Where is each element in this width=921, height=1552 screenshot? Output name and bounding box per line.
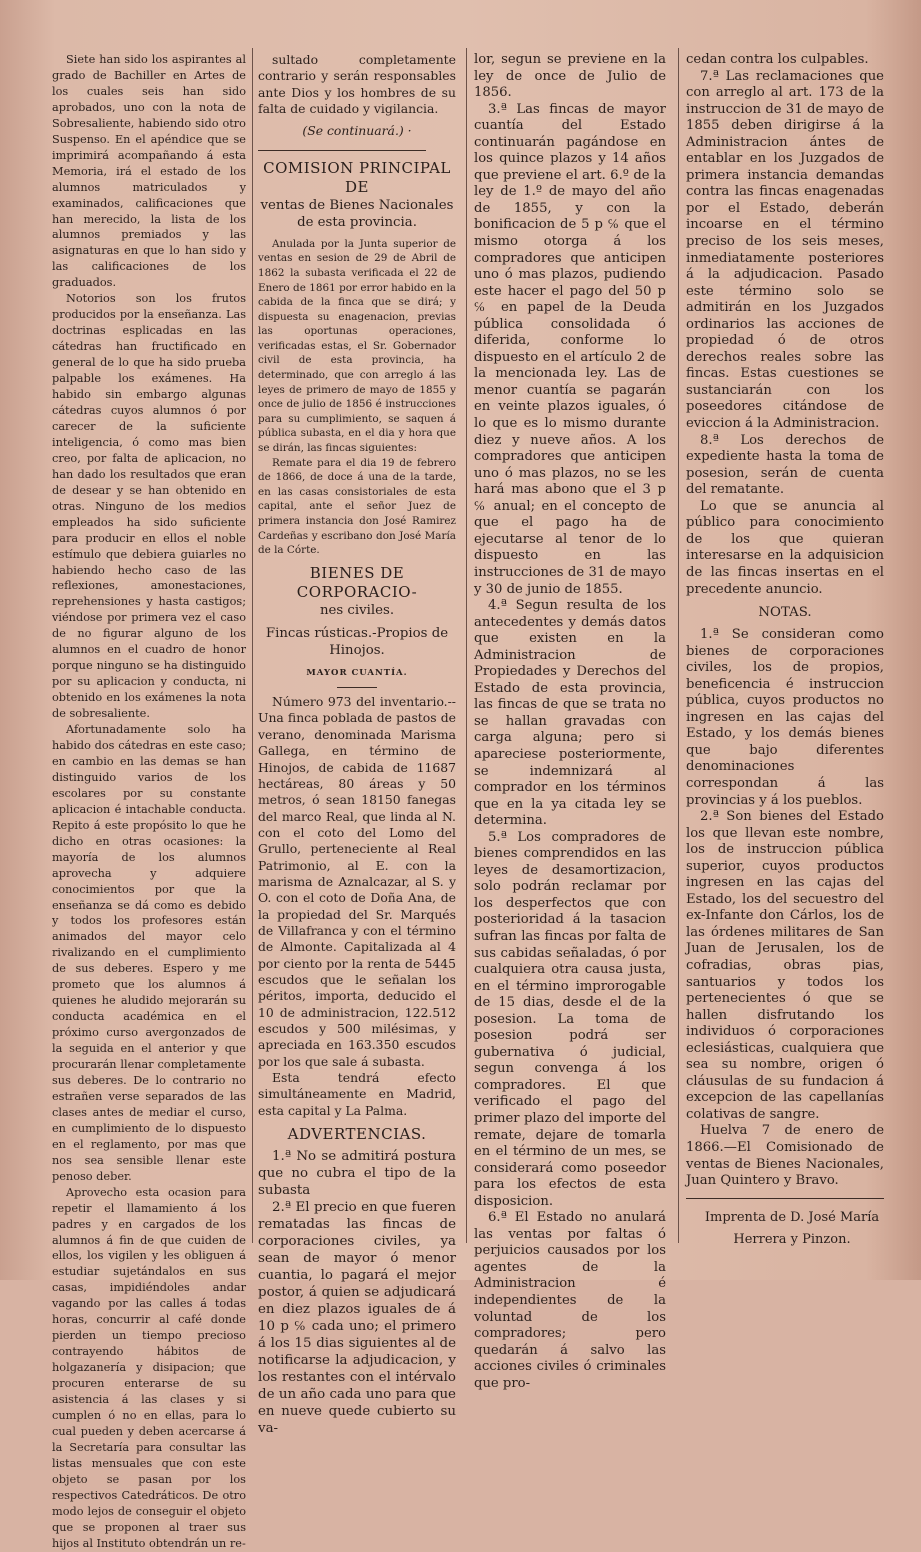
paragraph: 2.ª Son bienes del Estado los que llevan este nombre, los de instruccion pública superior, cuyos productos ingresen en las cajas del Estado, los del secuestro del ex-Infante don Cárlos, los de las órdenes militares de San Juan de Jerusalen, los de cofradias, obras pias, santuarios y todos los pertenecientes ó que se hallen disfrutando los individuos ó corporaciones eclesiásticas, cualquiera que sea su nombre, origen ó cláusulas de su fundacion á excepcion de las capellanías colativas de sangre. (686, 809, 884, 1122)
column-4 (686, 52, 884, 1252)
imprint-line: Herrera y Pinzon. (733, 1231, 851, 1247)
column-divider (252, 48, 253, 1243)
paragraph: Siete han sido los aspirantes al grado de Bachiller en Artes de los cuales seis han sido aprobados, uno con la nota de Sobresaliente, habiendo sido otro Suspenso. En el apéndice que se imprimirá acompañando á esta Memoria, irá el estado de los alumnos matriculados y examinados, calificaciones que han merecido, la lista de los alumnos premiados y las asignaturas en que lo han sido y las calificaciones de los graduados. (52, 53, 246, 290)
column-divider (466, 48, 467, 1243)
paragraph: Afortunadamente solo ha habido dos cátedras en este caso; en cambio en las demas se han distinguido varios de los escolares por su constante aplicacion é intachable conducta. Repito á este propósito lo que he dicho en otras ocasiones: la mayoría de los alumnos aprovecha y adquiere conocimientos por que la enseñanza se dá como es debido y todos los profesores están animados del mayor celo rivalizando en el cumplimiento de sus deberes. Espero y me prometo que los alumnos á quienes he aludido mejorarán su conducta académica en el próximo curso avergonzados de la seguida en el anterior y que procurarán llenar completamente sus deberes. De lo contrario no estrañen verse separados de las clases antes de mediar el curso, en cumplimiento de lo dispuesto en el reglamento, por mas que nos sea sensible llenar este penoso deber. (52, 723, 246, 1183)
paragraph: lor, segun se previene en la ley de once de Julio de 1856. (474, 52, 666, 101)
paragraph: Esta tendrá efecto simultáneamente en Madrid, esta capital y La Palma. (258, 1070, 456, 1118)
section-subheading: ventas de Bienes Nacionales (260, 197, 454, 213)
column-divider (678, 48, 679, 1243)
category-label: MAYOR CUANTÍA. (306, 667, 408, 678)
paragraph: Remate para el dia 19 de febrero de 1866, de doce á una de la tarde, en las casas consistoriales de esta capital, ante el señor Juez de primera instancia don José Ramirez Cardeñas y escribano don José María de la Córte. (258, 456, 456, 557)
paragraph: Lo que se anuncia al público para conocimiento de los que quieran interesarse en la adquisicion de las fincas insertas en el precedente anuncio. (686, 498, 884, 597)
imprint-line: Imprenta de D. José María (704, 1209, 880, 1225)
paragraph: Aprovecho esta ocasion para repetir el llamamiento á los padres y en cargados de los alumnos á fin de que cuiden de ellos, los vigilen y les obliguen á estudiar sujetándalos en sus casas, impidiéndoles andar vagando por las calles á todas horas, concurrir al café donde pierden un tiempo precioso contrayendo hábitos de holgazanería y disipacion; que procuren enterarse de su asistencia á las clases y si cumplen ó no en ellas, para lo cual pueden y deben acercarse á la Secretaría para consultar las listas mensuales que con este objeto se pasan por los respectivos Catedráticos. De otro modo lejos de conseguir el objeto que se proponen al traer sus hijos al Instituto obtendrán un re- (52, 1185, 246, 1550)
section-heading: NOTAS. (758, 605, 812, 621)
paragraph: 1.ª No se admitirá postura que no cubra el tipo de la subasta (258, 1149, 456, 1199)
section-heading: ADVERTENCIAS. (287, 1125, 427, 1144)
paragraph: 2.ª El precio en que fueren rematadas las fincas de corporaciones civiles, ya sean de mayor ó menor cuantia, lo pagará el mejor postor, á quien se adjudicará en diez plazos iguales de á 10 p ℅ cada uno; el primero á los 15 dias siguientes al de notificarse la adjudicacion, y los restantes con el intérvalo de un año cada uno para que en nueve quede cubierto su va- (258, 1200, 456, 1437)
section-rule (686, 1198, 884, 1199)
paragraph: 8.ª Los derechos de expediente hasta la toma de posesion, serán de cuenta del rematante. (686, 432, 884, 498)
paragraph: 1.ª Se consideran como bienes de corporaciones civiles, los de propios, beneficencia é instruccion pública, cuyos productos no ingresen en las cajas del Estado, y los demás bienes que bajo diferentes denominaciones correspondan á las provincias y á los pueblos. (686, 627, 884, 808)
column-3 (474, 52, 666, 1391)
paragraph: sultado completamente contrario y serán responsables ante Dios y los hombres de su falta de cuidado y vigilancia. (258, 52, 456, 117)
paragraph: 3.ª Las fincas de mayor cuantía del Estado continuarán pagándose en los quince plazos y 14 años que previene el art. 6.º de la ley de 1.º de mayo del año de 1855, y con la bonificacion de 5 p ℅ que el mismo otorga á los compradores que anticipen uno ó mas plazos, pudiendo este hacer el pago del 50 p ℅ en papel de la Deuda pública consolidada ó diferida, conforme lo dispuesto en el artículo 2 de la mencionada ley. Las de menor cuantía se pagarán en veinte plazos iguales, ó lo que es lo mismo durante diez y nueve años. A los compradores que anticipen uno ó mas plazos, no se les hará mas abono que el 3 p ℅ anual; en el concepto de que el pago ha de ejecutarse al tenor de lo dispuesto en las instrucciones de 31 de mayo y 30 de junio de 1855. (474, 101, 666, 597)
section-subheading: Fincas rústicas.-Propios de Hinojos. (265, 625, 449, 658)
paragraph: Huelva 7 de enero de 1866.—El Comisionado de ventas de Bienes Nacionales, Juan Quintero y Bravo. (686, 1123, 884, 1189)
section-heading: COMISION PRINCIPAL DE (263, 158, 451, 196)
continuation-note: (Se continuará.) · (302, 123, 412, 139)
paragraph: 7.ª Las reclamaciones que con arreglo al art. 173 de la instruccion de 31 de mayo de 1855 deben dirigirse á la Administracion ántes de entablar en los Juzgados de primera instancia demandas contra las fincas enagenadas por el Estado, deberán incoarse en el término preciso de los seis meses, inmediatamente posteriores á la adjudicacion. Pasado este término solo se admitirán en los Juzgados ordinarios las acciones de propiedad ó de otros derechos reales sobre las fincas. Estas cuestiones se sustanciarán con los poseedores citándose de eviccion á la Administracion. (686, 68, 884, 432)
paragraph: cedan contra los culpables. (686, 52, 869, 67)
paragraph: Número 973 del inventario.--Una finca poblada de pastos de verano, denominada Marisma Gallega, en término de Hinojos, de cabida de 11687 hectáreas, 80 áreas y 50 metros, ó sean 18150 fanegas del marco Real, que linda al N. con el coto del Lomo del Grullo, perteneciente al Real Patrimonio, al E. con la marisma de Aznalcazar, al S. y O. con el coto de Doña Ana, de la propiedad del Sr. Marqués de Villafranca y con el término de Almonte. Capitalizada al 4 por ciento por la renta de 5445 escudos que le señalan los péritos, importa, deducido el 10 de administracion, 122.512 escudos y 500 milésimas, y apreciada en 163.350 escudos por los que sale á subasta. (258, 694, 456, 1069)
paragraph: 4.ª Segun resulta de los antecedentes y demás datos que existen en la Administracion de Propiedades y Derechos del Estado de esta provincia, las fincas de que se trata no se hallan gravadas con carga alguna; pero si apareciese posteriormente, se indemnizará al comprador en los términos que en la ya citada ley se determina. (474, 598, 666, 829)
column-1 (52, 52, 246, 1550)
column-2 (258, 52, 456, 1437)
section-subheading: de esta provincia. (297, 214, 417, 230)
section-subheading: nes civiles. (319, 602, 395, 618)
paragraph: Anulada por la Junta superior de ventas en sesion de 29 de Abril de 1862 la subasta verificada el 22 de Enero de 1861 por error habido en la cabida de la finca que se dirá; y dispuesta su enagenacion, previas las oportunas operaciones, verificadas estas, el Sr. Gobernador civil de esta provincia, ha determinado, que con arreglo á las leyes de primero de mayo de 1855 y once de julio de 1856 é instrucciones para su cumplimiento, se saquen á pública subasta, en el dia y hora que se dirán, las fincas siguientes: (258, 237, 456, 455)
paragraph: 5.ª Los compradores de bienes comprendidos en las leyes de desamortizacion, solo podrán reclamar por los desperfectos que con posterioridad á la tasacion sufran las fincas por falta de sus cabidas señaladas, ó por cualquiera otra causa justa, en el término improrogable de 15 dias, desde el de la posesion. La toma de posesion podrá ser gubernativa ó judicial, segun convenga á los compradores. El que verificado el pago del primer plazo del importe del remate, dejare de tomarla en el término de un mes, se considerará como poseedor para los efectos de esta disposicion. (474, 829, 666, 1209)
short-rule (337, 687, 377, 688)
section-rule (258, 150, 426, 151)
paragraph: 6.ª El Estado no anulará las ventas por faltas ó perjuicios causados por los agentes de la Administracion é independientes de la voluntad de los compradores; pero quedarán á salvo las acciones civiles ó criminales que pro- (474, 1210, 666, 1391)
paragraph: Notorios son los frutos producidos por la enseñanza. Las doctrinas esplicadas en las cátedras han fructificado en general de lo que ha sido prueba palpable los exámenes. Ha habido sin embargo algunas cátedras cuyos alumnos ó por carecer de la suficiente inteligencia, ó como mas bien creo, por falta de aplicacion, no han dado los resultados que eran de desear y se han obtenido en otras. Ninguno de los medios empleados ha sido suficiente para producir en ellos el noble estímulo que debiera guiarles no habiendo hecho caso de las reflexiones, amonestaciones, reprehensiones y hasta castigos; viéndose por primera vez el caso de no figurar alguno de los alumnos en el cuadro de honor porque ninguno se ha distinguido por su aplicacion y conducta, ni obtenido en los exámenes la nota de sobresaliente. (52, 292, 246, 721)
section-heading: BIENES DE CORPORACIO- (296, 563, 418, 601)
